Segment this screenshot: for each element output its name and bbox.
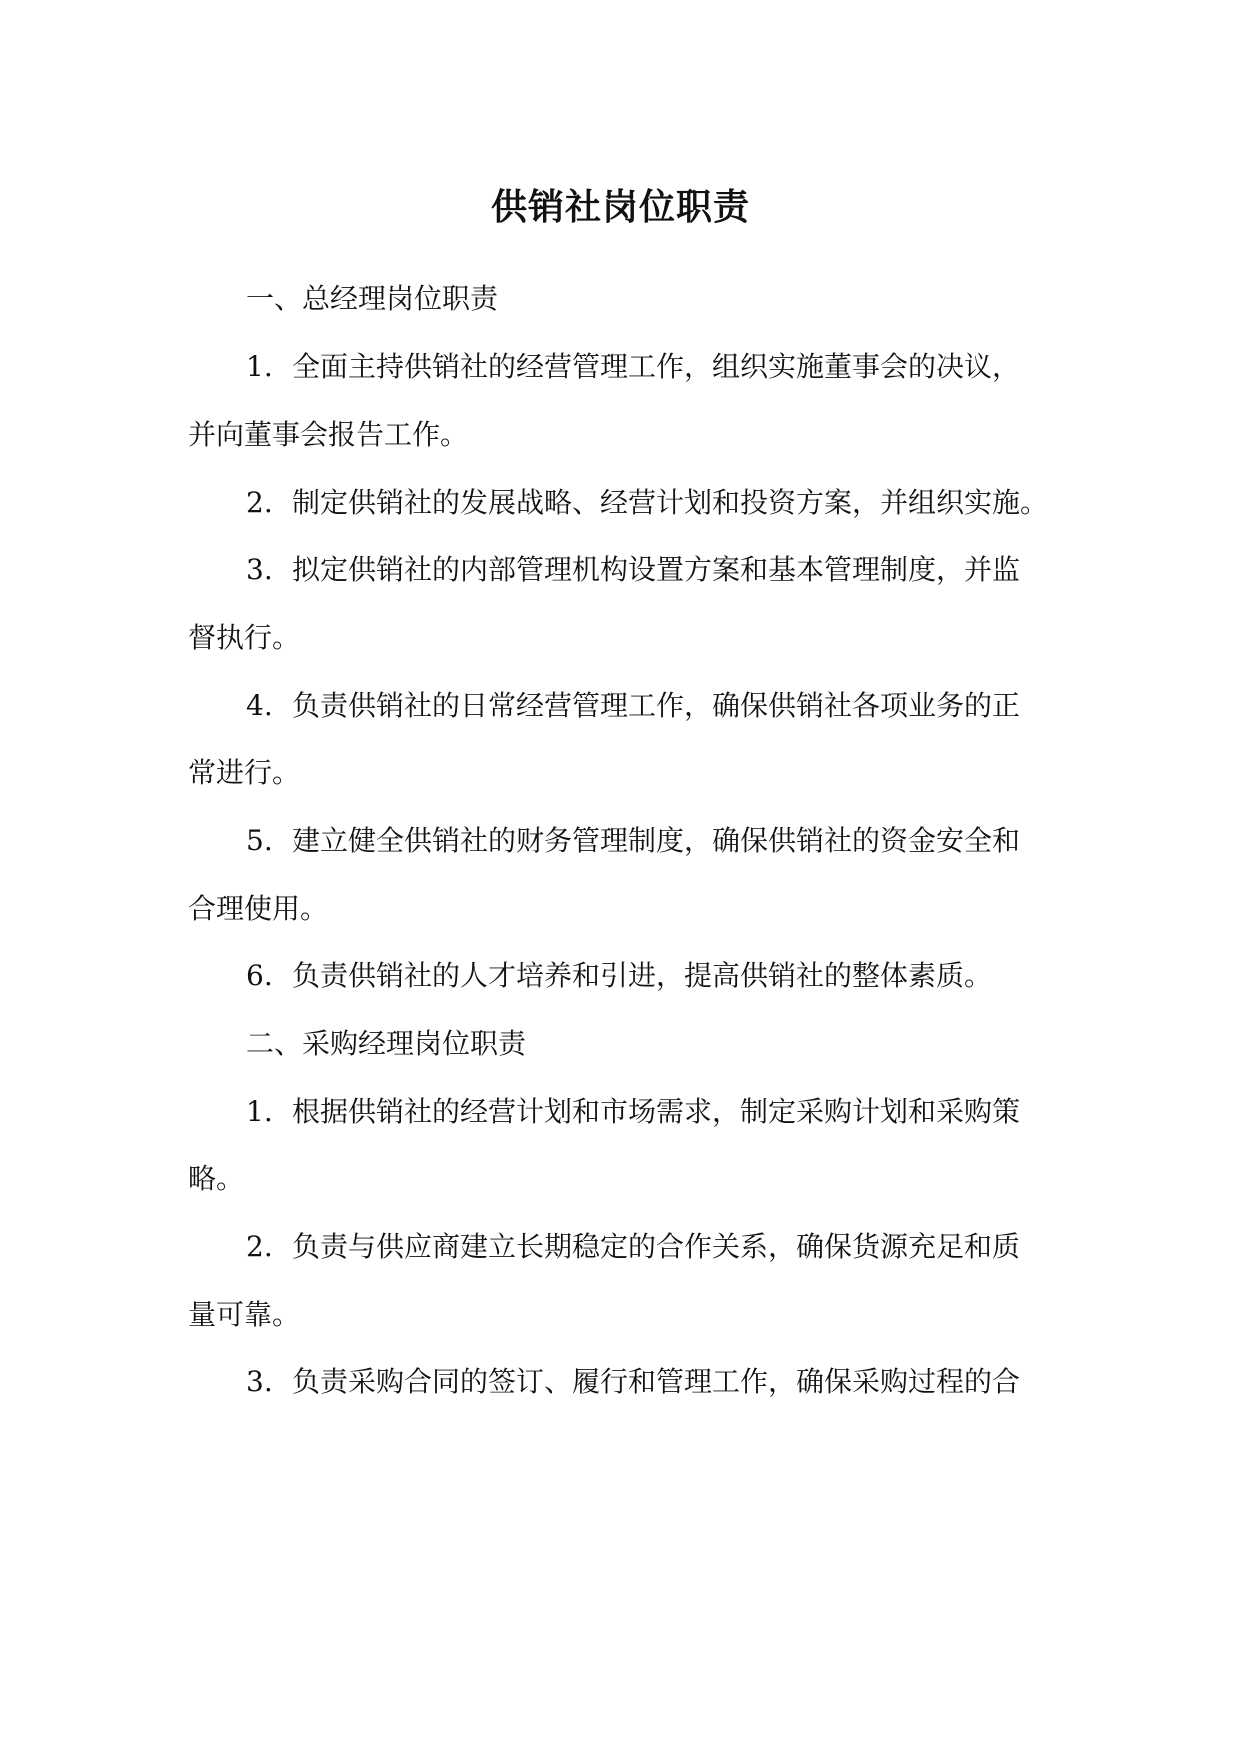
item-number: 6.	[246, 959, 273, 992]
list-item	[246, 1227, 1020, 1267]
list-item	[246, 956, 992, 996]
item-text: 建立健全供销社的财务管理制度，确保供销社的资金安全和	[292, 824, 1021, 857]
list-item	[246, 483, 1048, 523]
list-item	[246, 347, 1020, 387]
item-continuation: 合理使用。	[188, 892, 329, 925]
item-continuation: 略。	[188, 1162, 245, 1195]
list-item	[246, 686, 1020, 726]
item-text: 根据供销社的经营计划和市场需求，制定采购计划和采购策	[292, 1095, 1021, 1128]
list-item	[246, 821, 1020, 861]
item-continuation: 常进行。	[188, 756, 301, 789]
list-item	[246, 1092, 1020, 1132]
item-continuation: 量可靠。	[188, 1298, 301, 1331]
section-heading: 二、采购经理岗位职责	[246, 1027, 527, 1060]
item-text: 拟定供销社的内部管理机构设置方案和基本管理制度，并监	[292, 553, 1021, 586]
item-number: 1.	[246, 1095, 273, 1128]
item-number: 2.	[246, 486, 273, 519]
list-item	[246, 550, 1020, 590]
item-number: 3.	[246, 1365, 273, 1398]
item-text: 负责与供应商建立长期稳定的合作关系，确保货源充足和质	[292, 1230, 1021, 1263]
item-number: 3.	[246, 553, 273, 586]
item-number: 5.	[246, 824, 273, 857]
item-continuation: 督执行。	[188, 621, 301, 654]
item-text: 负责供销社的人才培养和引进，提高供销社的整体素质。	[292, 959, 993, 992]
item-number: 2.	[246, 1230, 273, 1263]
item-continuation: 并向董事会报告工作。	[188, 418, 469, 451]
section-heading: 一、总经理岗位职责	[246, 282, 499, 315]
item-text: 制定供销社的发展战略、经营计划和投资方案，并组织实施。	[292, 486, 1049, 519]
item-number: 1.	[246, 350, 273, 383]
list-item	[246, 1362, 1020, 1402]
item-text: 负责采购合同的签订、履行和管理工作，确保采购过程的合	[292, 1365, 1021, 1398]
document-title: 供销社岗位职责	[490, 186, 750, 228]
item-number: 4.	[246, 689, 273, 722]
item-text: 全面主持供销社的经营管理工作，组织实施董事会的决议，	[292, 350, 1021, 383]
item-text: 负责供销社的日常经营管理工作，确保供销社各项业务的正	[292, 689, 1021, 722]
